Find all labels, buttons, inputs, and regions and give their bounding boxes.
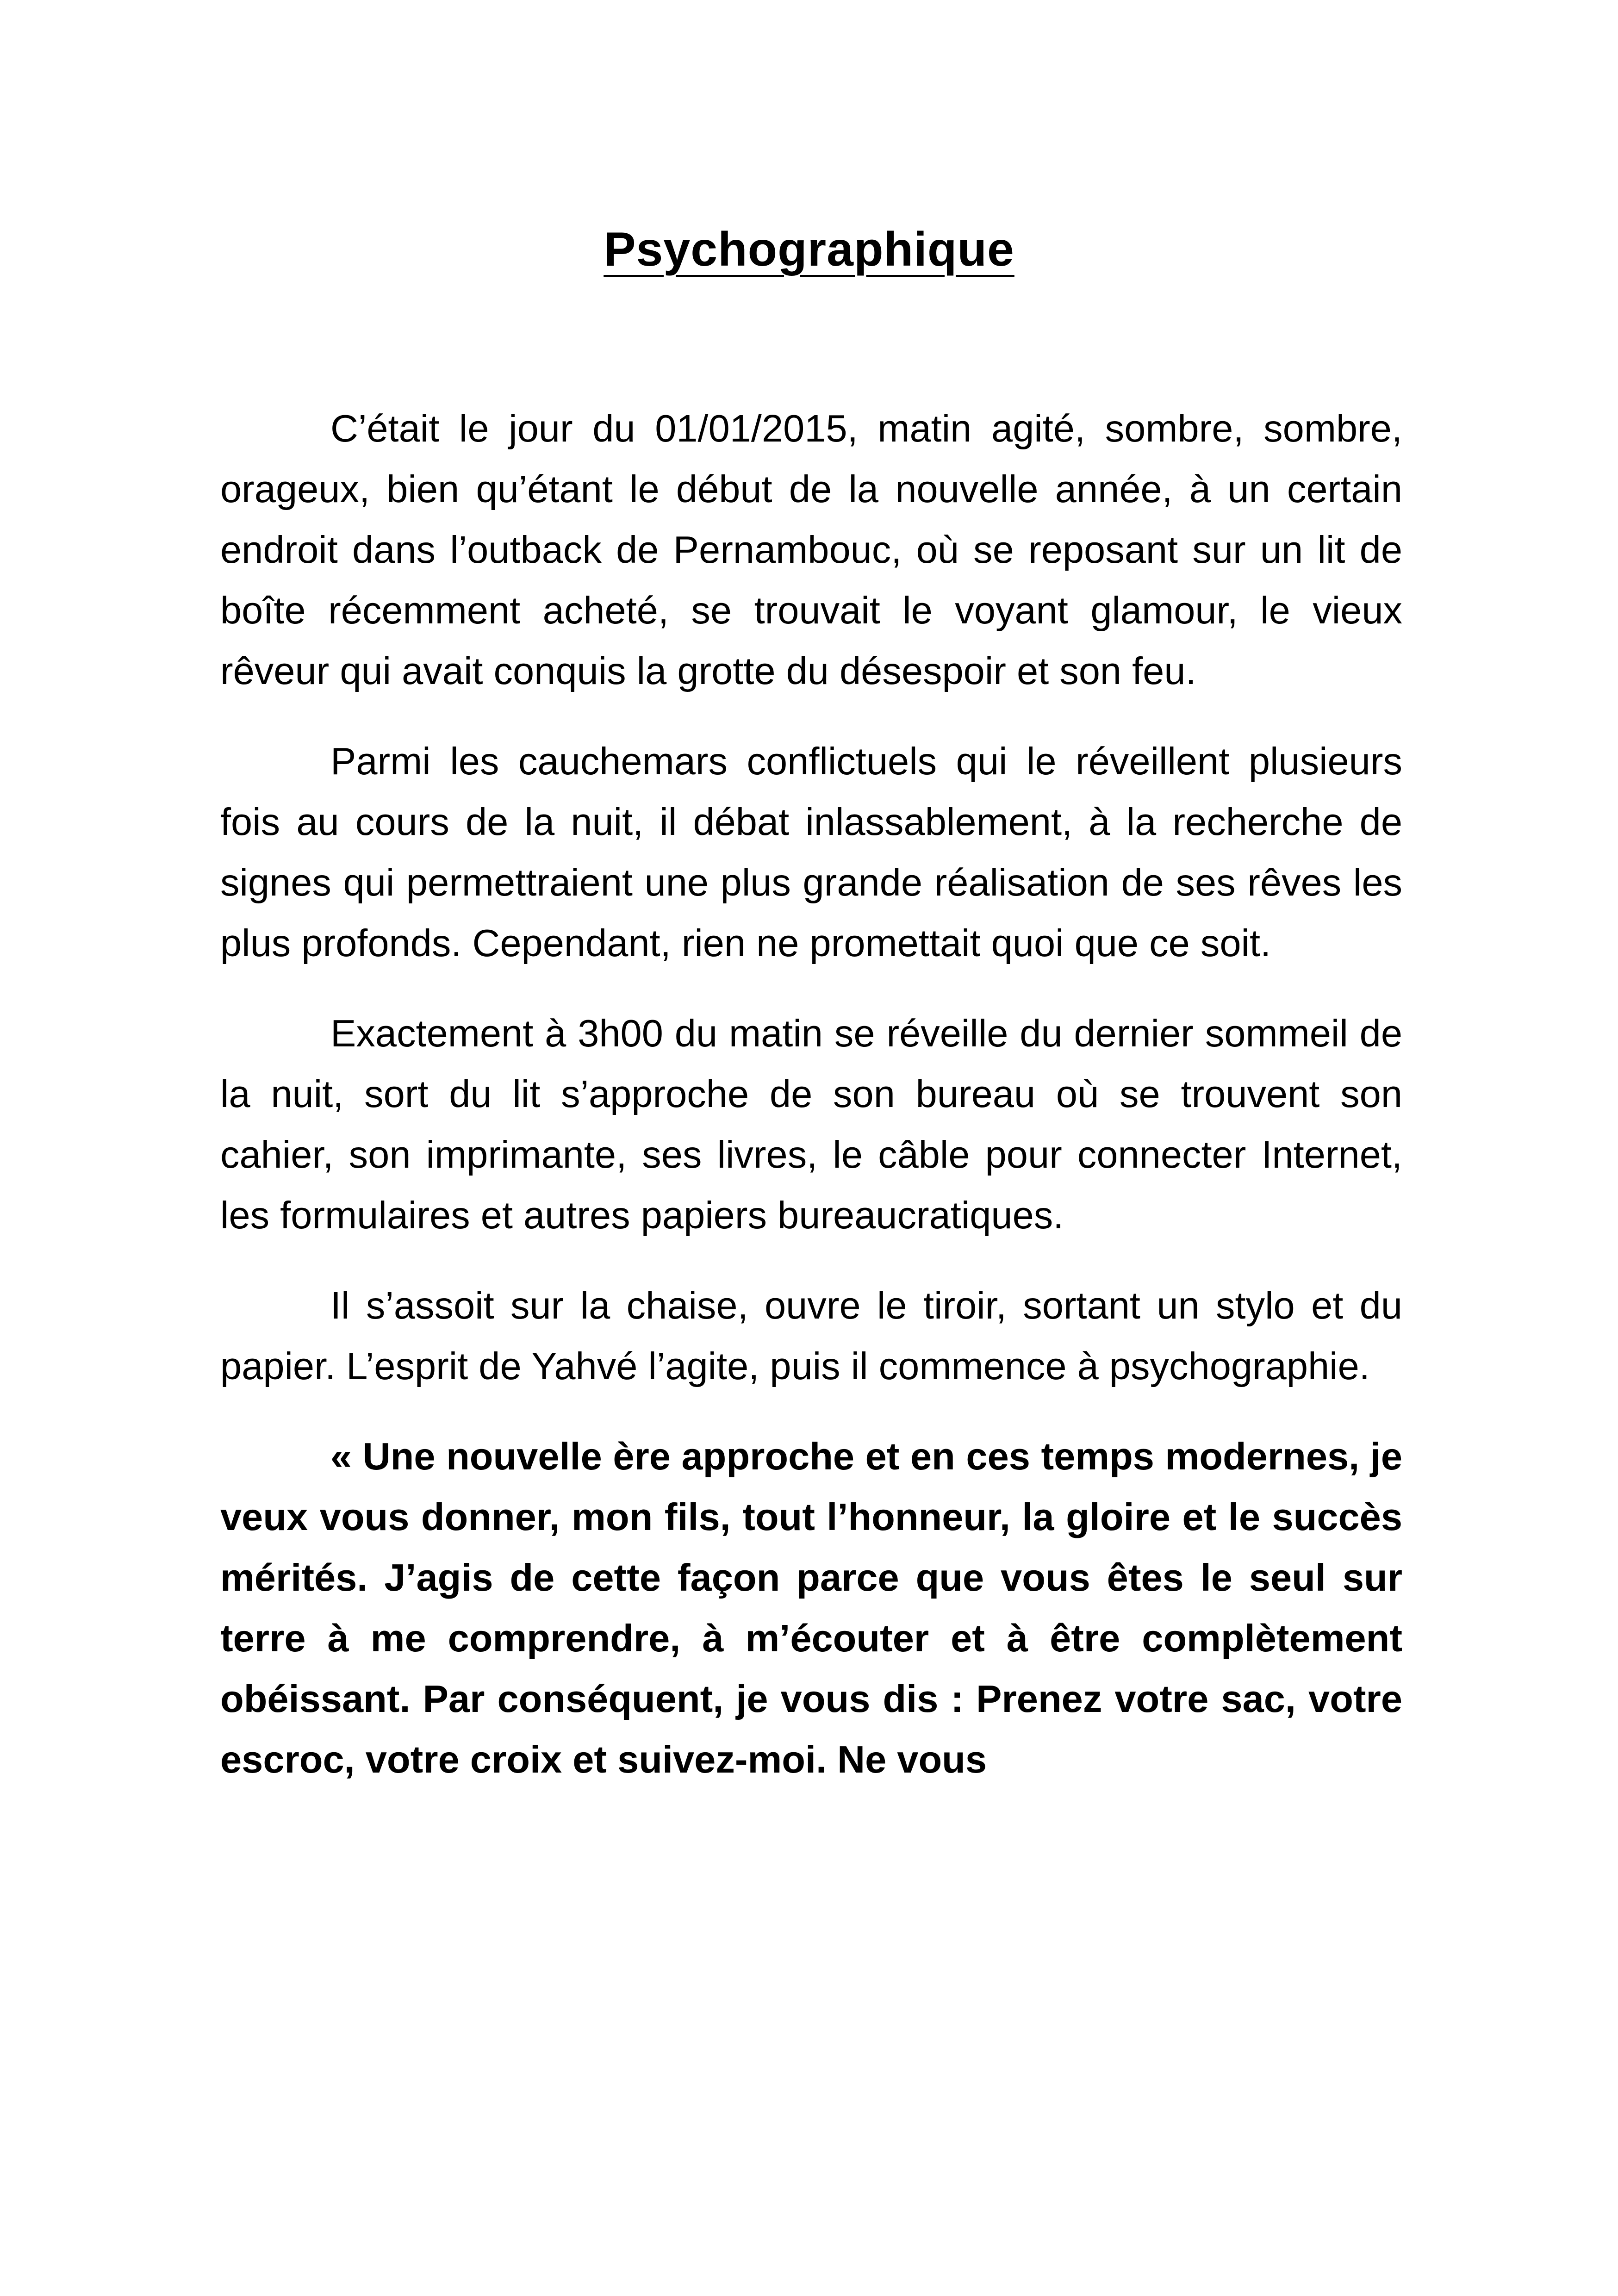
- document-body: [220, 398, 1402, 1819]
- paragraph-3: Exactement à 3h00 du matin se réveille du dernier sommeil de la nuit, sort du lit s’approche de son bureau où se trouvent son cahier, son imprimante, ses livres, le câble pour connecter Internet, les formulaires et autres papiers bureaucratiques.: [220, 1012, 1402, 1237]
- paragraph-1: C’était le jour du 01/01/2015, matin agité, sombre, sombre, orageux, bien qu’étant le début de la nouvelle année, à un certain endroit dans l’outback de Pernambouc, où se reposant sur un lit de boîte récemment acheté, se trouvait le voyant glamour, le vieux rêveur qui avait conquis la grotte du désespoir et son feu.: [220, 407, 1402, 692]
- paragraph-2: Parmi les cauchemars conflictuels qui le réveillent plusieurs fois au cours de la nuit, il débat inlassablement, à la recherche de signes qui permettraient une plus grande réalisation de ses rêves les plus profonds. Cependant, rien ne promettait quoi que ce soit.: [220, 740, 1402, 964]
- paragraph-4: Il s’assoit sur la chaise, ouvre le tiroir, sortant un stylo et du papier. L’esprit de Yahvé l’agite, puis il commence à psychographie.: [220, 1284, 1402, 1388]
- page-title-text: Psychographique: [604, 223, 1014, 276]
- page-title: [0, 222, 1618, 277]
- paragraph-5-quote: « Une nouvelle ère approche et en ces temps modernes, je veux vous donner, mon fils, tout l’honneur, la gloire et le succès mérités. J’agis de cette façon parce que vous êtes le seul sur terre à me comprendre, à m’écouter et à être complètement obéissant. Par conséquent, je vous dis : Prenez votre sac, votre escroc, votre croix et suivez-moi. Ne vous: [220, 1435, 1402, 1781]
